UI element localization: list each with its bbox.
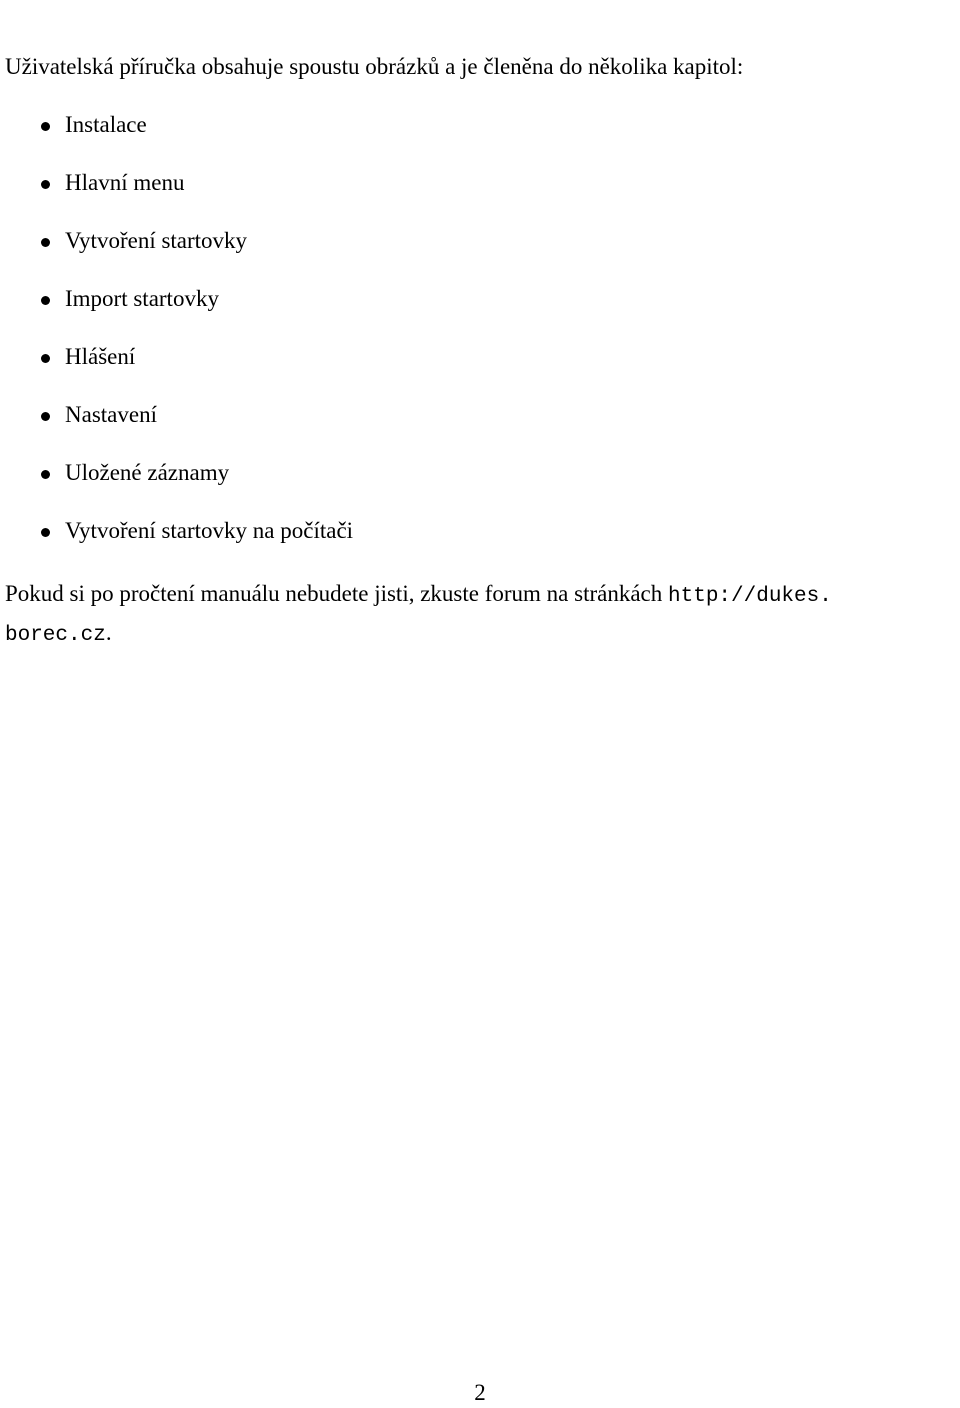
bullet-icon — [41, 528, 50, 537]
forum-url-part2: borec.cz — [5, 624, 106, 647]
outro-paragraph — [5, 576, 960, 654]
chapter-label: Vytvoření startovky — [65, 228, 248, 253]
outro-trailing: . — [105, 620, 112, 645]
chapter-label: Uložené záznamy — [65, 460, 230, 485]
chapter-label: Instalace — [65, 112, 147, 137]
chapter-label: Hlavní menu — [65, 170, 185, 195]
intro-paragraph: Uživatelská příručka obsahuje spoustu obrázků a je členěna do několika kapitol: — [5, 54, 744, 79]
bullet-icon — [41, 180, 50, 189]
chapter-label: Import startovky — [65, 286, 219, 311]
page-number: 2 — [474, 1380, 486, 1405]
bullet-icon — [41, 470, 50, 479]
outro-text: Pokud si po pročtení manuálu nebudete jisti, zkuste forum na stránkách — [5, 581, 669, 606]
bullet-icon — [41, 296, 50, 305]
bullet-icon — [41, 238, 50, 247]
chapter-label: Nastavení — [65, 402, 157, 427]
chapter-label: Hlášení — [65, 344, 136, 369]
chapter-label: Vytvoření startovky na počítači — [65, 518, 354, 543]
forum-url-part1: http://dukes. — [668, 585, 832, 608]
bullet-icon — [41, 122, 50, 131]
bullet-icon — [41, 354, 50, 363]
bullet-icon — [41, 412, 50, 421]
